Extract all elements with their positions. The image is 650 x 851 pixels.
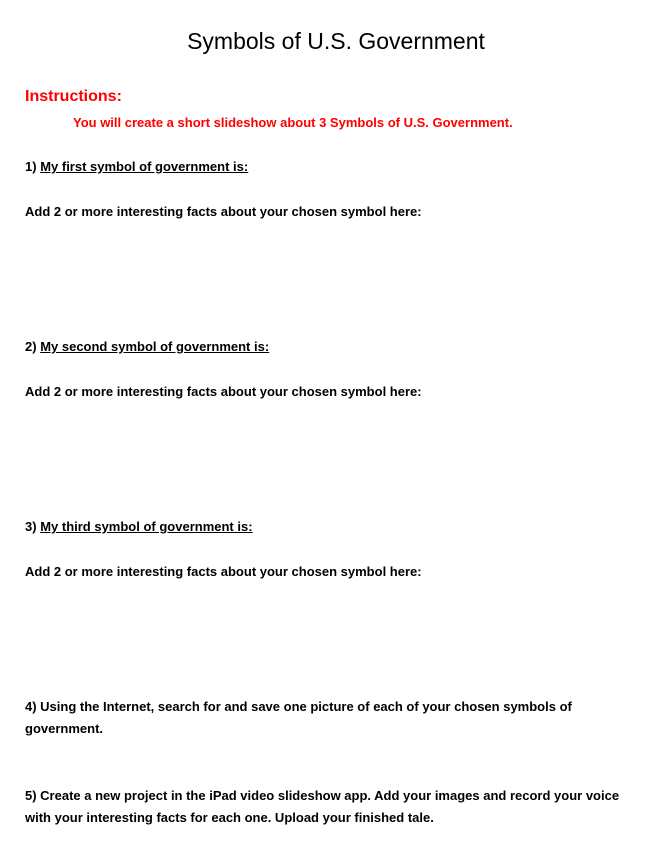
question-1 bbox=[25, 159, 248, 174]
question-2 bbox=[25, 339, 269, 354]
step-5-text: 5) Create a new project in the iPad video slideshow app. Add your images and record your voice with your interesting facts for each one. Upload your finished tale. bbox=[25, 788, 620, 825]
question-3 bbox=[25, 519, 253, 534]
step-4-text: 4) Using the Internet, search for and save one picture of each of your chosen symbols of government. bbox=[25, 699, 572, 736]
question-1-facts-prompt: Add 2 or more interesting facts about your chosen symbol here: bbox=[25, 204, 422, 219]
instructions-heading: Instructions: bbox=[25, 88, 122, 105]
question-2-facts-prompt: Add 2 or more interesting facts about your chosen symbol here: bbox=[25, 384, 422, 399]
question-1-number: 1) bbox=[25, 159, 37, 174]
question-3-prompt: My third symbol of government is: bbox=[40, 519, 253, 534]
question-1-prompt: My first symbol of government is: bbox=[40, 159, 249, 174]
question-3-facts-prompt: Add 2 or more interesting facts about your chosen symbol here: bbox=[25, 564, 422, 579]
document-title: Symbols of U.S. Government bbox=[187, 28, 485, 54]
question-2-number: 2) bbox=[25, 339, 37, 354]
question-2-prompt: My second symbol of government is: bbox=[40, 339, 270, 354]
question-3-number: 3) bbox=[25, 519, 37, 534]
instructions-text: You will create a short slideshow about 3 Symbols of U.S. Government. bbox=[73, 115, 513, 130]
